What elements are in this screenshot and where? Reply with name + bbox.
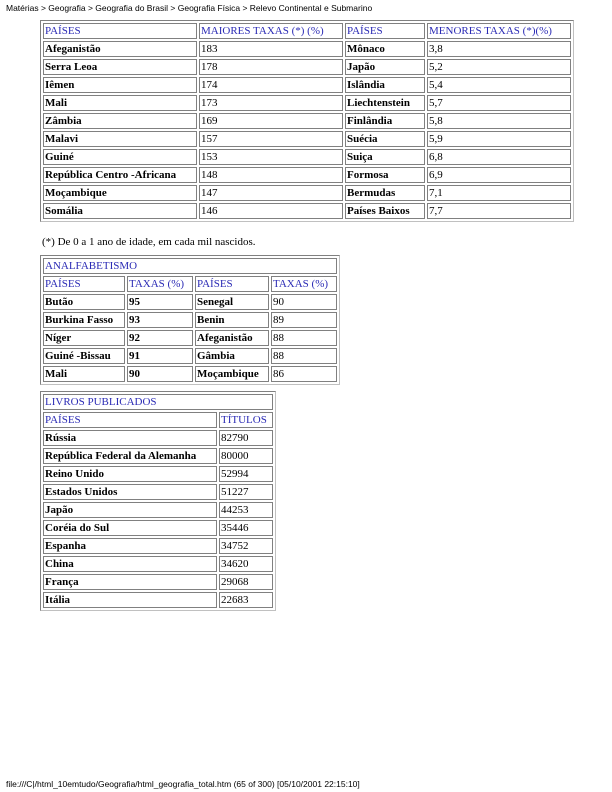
country-cell: República Centro -Africana bbox=[43, 167, 197, 183]
value-cell: 91 bbox=[127, 348, 193, 364]
country-cell: Guiné -Bissau bbox=[43, 348, 125, 364]
value-cell: 90 bbox=[127, 366, 193, 382]
table-row bbox=[43, 502, 273, 518]
value-cell: 6,9 bbox=[427, 167, 571, 183]
value-cell: 86 bbox=[271, 366, 337, 382]
table-row bbox=[43, 95, 571, 111]
value-cell: 82790 bbox=[219, 430, 273, 446]
value-cell: 92 bbox=[127, 330, 193, 346]
column-header: TÍTULOS bbox=[219, 412, 273, 428]
table-row bbox=[43, 574, 273, 590]
value-cell: 52994 bbox=[219, 466, 273, 482]
country-cell: Países Baixos bbox=[345, 203, 425, 219]
table-row bbox=[43, 366, 337, 382]
country-cell: Liechtenstein bbox=[345, 95, 425, 111]
country-cell: Zâmbia bbox=[43, 113, 197, 129]
value-cell: 80000 bbox=[219, 448, 273, 464]
value-cell: 3,8 bbox=[427, 41, 571, 57]
table-row bbox=[43, 113, 571, 129]
country-cell: Serra Leoa bbox=[43, 59, 197, 75]
country-cell: Moçambique bbox=[43, 185, 197, 201]
country-cell: Gâmbia bbox=[195, 348, 269, 364]
country-cell: Formosa bbox=[345, 167, 425, 183]
table-row bbox=[43, 59, 571, 75]
country-cell: Burkina Fasso bbox=[43, 312, 125, 328]
country-cell: Moçambique bbox=[195, 366, 269, 382]
table-row bbox=[43, 538, 273, 554]
country-cell: Estados Unidos bbox=[43, 484, 217, 500]
value-cell: 6,8 bbox=[427, 149, 571, 165]
table-row bbox=[43, 149, 571, 165]
value-cell: 174 bbox=[199, 77, 343, 93]
country-cell: Itália bbox=[43, 592, 217, 608]
value-cell: 157 bbox=[199, 131, 343, 147]
value-cell: 34620 bbox=[219, 556, 273, 572]
footnote: (*) De 0 a 1 ano de idade, em cada mil nascidos. bbox=[42, 236, 256, 248]
column-header: MENORES TAXAS (*)(%) bbox=[427, 23, 571, 39]
country-cell: Bermudas bbox=[345, 185, 425, 201]
country-cell: Butão bbox=[43, 294, 125, 310]
country-cell: Afeganistão bbox=[43, 41, 197, 57]
country-cell: Mônaco bbox=[345, 41, 425, 57]
table-row bbox=[43, 312, 337, 328]
value-cell: 7,1 bbox=[427, 185, 571, 201]
value-cell: 169 bbox=[199, 113, 343, 129]
table-row bbox=[43, 556, 273, 572]
table-header-row bbox=[43, 276, 337, 292]
country-cell: Rússia bbox=[43, 430, 217, 446]
table-header-row bbox=[43, 23, 571, 39]
country-cell: Reino Unido bbox=[43, 466, 217, 482]
table-title-row bbox=[43, 394, 273, 410]
country-cell: Benin bbox=[195, 312, 269, 328]
country-cell: Malavi bbox=[43, 131, 197, 147]
country-cell: Coréia do Sul bbox=[43, 520, 217, 536]
table-header-row bbox=[43, 412, 273, 428]
country-cell: Espanha bbox=[43, 538, 217, 554]
value-cell: 7,7 bbox=[427, 203, 571, 219]
value-cell: 44253 bbox=[219, 502, 273, 518]
value-cell: 153 bbox=[199, 149, 343, 165]
value-cell: 95 bbox=[127, 294, 193, 310]
table-row bbox=[43, 466, 273, 482]
country-cell: Iêmen bbox=[43, 77, 197, 93]
value-cell: 178 bbox=[199, 59, 343, 75]
value-cell: 183 bbox=[199, 41, 343, 57]
column-header: PAÍSES bbox=[345, 23, 425, 39]
column-header: PAÍSES bbox=[43, 412, 217, 428]
column-header: TAXAS (%) bbox=[127, 276, 193, 292]
table-row bbox=[43, 448, 273, 464]
country-cell: Afeganistão bbox=[195, 330, 269, 346]
country-cell: República Federal da Alemanha bbox=[43, 448, 217, 464]
country-cell: Níger bbox=[43, 330, 125, 346]
column-header: PAÍSES bbox=[43, 23, 197, 39]
table-title-row bbox=[43, 258, 337, 274]
table-row bbox=[43, 294, 337, 310]
value-cell: 34752 bbox=[219, 538, 273, 554]
books-published-table bbox=[40, 391, 276, 611]
value-cell: 5,2 bbox=[427, 59, 571, 75]
table-row bbox=[43, 430, 273, 446]
table-row bbox=[43, 484, 273, 500]
table-row bbox=[43, 41, 571, 57]
country-cell: Senegal bbox=[195, 294, 269, 310]
table-row bbox=[43, 167, 571, 183]
country-cell: Finlândia bbox=[345, 113, 425, 129]
value-cell: 35446 bbox=[219, 520, 273, 536]
country-cell: Mali bbox=[43, 95, 197, 111]
illiteracy-table bbox=[40, 255, 340, 385]
table-title: ANALFABETISMO bbox=[43, 258, 337, 274]
country-cell: Islândia bbox=[345, 77, 425, 93]
value-cell: 88 bbox=[271, 330, 337, 346]
value-cell: 148 bbox=[199, 167, 343, 183]
value-cell: 5,4 bbox=[427, 77, 571, 93]
country-cell: França bbox=[43, 574, 217, 590]
value-cell: 146 bbox=[199, 203, 343, 219]
value-cell: 5,7 bbox=[427, 95, 571, 111]
table-row bbox=[43, 77, 571, 93]
column-header: PAÍSES bbox=[195, 276, 269, 292]
country-cell: Japão bbox=[43, 502, 217, 518]
country-cell: Somália bbox=[43, 203, 197, 219]
column-header: MAIORES TAXAS (*) (%) bbox=[199, 23, 343, 39]
column-header: TAXAS (%) bbox=[271, 276, 337, 292]
table-row bbox=[43, 330, 337, 346]
country-cell: Suécia bbox=[345, 131, 425, 147]
table-row bbox=[43, 348, 337, 364]
value-cell: 51227 bbox=[219, 484, 273, 500]
breadcrumb: Matérias > Geografia > Geografia do Brasil > Geografia Física > Relevo Continental e Submarino bbox=[6, 3, 373, 13]
table-row bbox=[43, 520, 273, 536]
value-cell: 29068 bbox=[219, 574, 273, 590]
country-cell: Mali bbox=[43, 366, 125, 382]
value-cell: 147 bbox=[199, 185, 343, 201]
value-cell: 22683 bbox=[219, 592, 273, 608]
page-footer-url: file:///C|/html_10emtudo/Geografia/html_geografia_total.htm (65 of 300) [05/10/2001 22:15:10] bbox=[6, 779, 360, 789]
infant-mortality-table bbox=[40, 20, 574, 222]
table-row bbox=[43, 592, 273, 608]
value-cell: 5,9 bbox=[427, 131, 571, 147]
table-row bbox=[43, 131, 571, 147]
country-cell: Japão bbox=[345, 59, 425, 75]
country-cell: Suiça bbox=[345, 149, 425, 165]
value-cell: 93 bbox=[127, 312, 193, 328]
table-row bbox=[43, 203, 571, 219]
country-cell: China bbox=[43, 556, 217, 572]
value-cell: 88 bbox=[271, 348, 337, 364]
table-row bbox=[43, 185, 571, 201]
country-cell: Guiné bbox=[43, 149, 197, 165]
value-cell: 89 bbox=[271, 312, 337, 328]
value-cell: 5,8 bbox=[427, 113, 571, 129]
table-title: LIVROS PUBLICADOS bbox=[43, 394, 273, 410]
column-header: PAÍSES bbox=[43, 276, 125, 292]
value-cell: 173 bbox=[199, 95, 343, 111]
value-cell: 90 bbox=[271, 294, 337, 310]
